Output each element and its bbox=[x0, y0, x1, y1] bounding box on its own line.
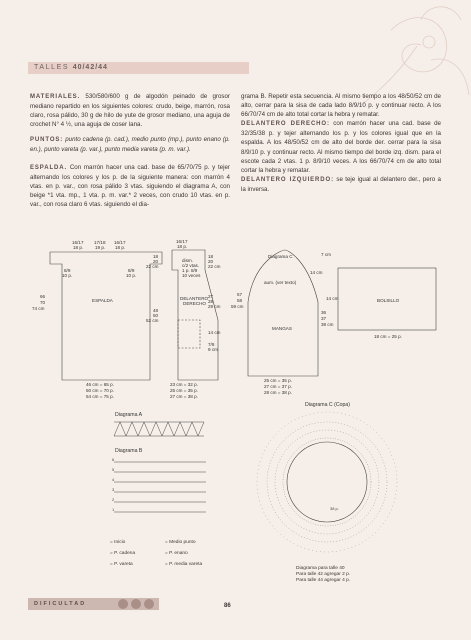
svg-text:1 p. 8/9: 1 p. 8/9 bbox=[182, 268, 198, 273]
puntos-heading: PUNTOS: bbox=[30, 137, 64, 144]
svg-text:50 cm = 70 p.: 50 cm = 70 p. bbox=[86, 388, 114, 393]
espalda-label: ESPALDA bbox=[92, 298, 113, 303]
svg-text:18: 18 bbox=[153, 254, 159, 259]
diagram-c bbox=[252, 408, 402, 560]
svg-text:27: 27 bbox=[208, 294, 214, 299]
svg-text:c/2 vtas.: c/2 vtas. bbox=[182, 263, 200, 268]
diagram-a-title: Diagrama A bbox=[115, 412, 143, 418]
difficulty-rating bbox=[116, 597, 156, 611]
svg-text:46 cm = 65 p.: 46 cm = 65 p. bbox=[86, 382, 114, 387]
diagram-c-note: Diagrama para talle 40 Para talle 42 agregar 2 p. Para talle 44 agregar 4 p. bbox=[296, 566, 351, 583]
legend-vareta: = P. vareta bbox=[110, 562, 133, 567]
svg-text:18 p.: 18 p. bbox=[115, 245, 126, 250]
svg-text:66: 66 bbox=[40, 294, 46, 299]
legend-cadena: = P. cadena bbox=[110, 551, 136, 556]
materiales-text: 530/580/600 g de algodón peinado de grosor mediano repartido en los siguientes colores: crudo, beige, marrón, rosa claro, rosa pálido, 30 g de hilo de yute de grosor mediano, una aguja de crochet N° 4 ½, una aguja de coser lana. bbox=[30, 93, 230, 129]
svg-text:38 cm: 38 cm bbox=[321, 322, 334, 327]
legend-enano: = P. enano bbox=[165, 551, 188, 556]
svg-text:4: 4 bbox=[112, 477, 115, 482]
svg-text:19 p.: 19 p. bbox=[95, 245, 106, 250]
text-column-right bbox=[241, 92, 441, 200]
svg-text:48: 48 bbox=[153, 308, 159, 313]
difficulty-label: DIFICULTAD bbox=[34, 601, 87, 607]
diagram-a bbox=[112, 418, 212, 440]
svg-text:20: 20 bbox=[153, 259, 159, 264]
delantero-der-heading: DELANTERO DERECHO: bbox=[241, 121, 330, 128]
svg-text:54 cm = 75 p.: 54 cm = 75 p. bbox=[86, 394, 114, 399]
svg-text:7 cm: 7 cm bbox=[321, 252, 331, 257]
svg-text:28 cm = 38 p.: 28 cm = 38 p. bbox=[264, 390, 292, 395]
svg-text:22 cm: 22 cm bbox=[146, 264, 159, 269]
svg-text:20: 20 bbox=[208, 259, 214, 264]
svg-text:29 cm: 29 cm bbox=[208, 304, 221, 309]
svg-text:1: 1 bbox=[112, 507, 115, 512]
svg-text:MANGAS: MANGAS bbox=[272, 326, 292, 331]
svg-text:27 cm = 37 p.: 27 cm = 37 p. bbox=[264, 384, 292, 389]
svg-text:7/8: 7/8 bbox=[208, 342, 215, 347]
svg-text:BOLSILLO: BOLSILLO bbox=[377, 298, 400, 303]
svg-text:14 cm: 14 cm bbox=[310, 270, 323, 275]
svg-text:25 cm = 35 p.: 25 cm = 35 p. bbox=[264, 378, 292, 383]
page-number: 86 bbox=[224, 603, 231, 609]
svg-text:23 cm = 32 p.: 23 cm = 32 p. bbox=[170, 382, 198, 387]
legend-media-vareta: = P. media vareta bbox=[165, 562, 203, 567]
puntos-text: punto cadena (p. cad.), medio punto (mp.), punto enano (p. en.), punto vareta (p. var.), punto media vareta (p. m. var.). bbox=[30, 136, 230, 154]
svg-text:58: 58 bbox=[237, 298, 243, 303]
diagram-c-start: 38 p. bbox=[330, 506, 339, 511]
svg-text:18 p.: 18 p. bbox=[177, 244, 188, 249]
svg-text:28: 28 bbox=[208, 299, 214, 304]
svg-text:17/18: 17/18 bbox=[94, 240, 106, 245]
svg-text:10 p.: 10 p. bbox=[62, 273, 73, 278]
delantero-izq-text: se teje igual al delantero der., pero a la inversa. bbox=[241, 175, 441, 193]
svg-text:aum. (ver texto): aum. (ver texto) bbox=[264, 280, 297, 285]
svg-text:DERECHO: DERECHO bbox=[183, 301, 206, 306]
svg-text:14 cm: 14 cm bbox=[208, 330, 221, 335]
svg-text:36: 36 bbox=[321, 310, 327, 315]
svg-text:59 cm: 59 cm bbox=[231, 304, 244, 309]
pocket-placement bbox=[178, 320, 200, 348]
svg-text:5: 5 bbox=[112, 467, 115, 472]
svg-text:16/17: 16/17 bbox=[114, 240, 126, 245]
diagram-b-title: Diagrama B bbox=[115, 448, 143, 454]
garment-schematics bbox=[0, 240, 471, 400]
svg-text:74 cm: 74 cm bbox=[32, 306, 45, 311]
legend-inicio: = Inicio bbox=[110, 540, 126, 545]
svg-text:10 p.: 10 p. bbox=[126, 273, 137, 278]
svg-text:50: 50 bbox=[153, 313, 159, 318]
legend-medio: = Medio punto bbox=[165, 540, 196, 545]
espalda-text: Con marrón hacer una cad. base de 65/70/75 p. y tejer alternando los colores y los p. de la siguiente manera: con marrón 4 vtas. en p. var., con rosa pálido 3 vtas. siguiendo el diagrama A, con beige *1 vta. mp., 1 vta. p. m. var.* 2 veces, con crudo 10 vtas. en p. var., con rosa claro 6 vtas. siguiendo el dia- bbox=[30, 163, 230, 208]
svg-text:57: 57 bbox=[237, 292, 243, 297]
svg-text:8/9: 8/9 bbox=[64, 268, 71, 273]
diagram-c-title: Diagrama C (Copa) bbox=[305, 402, 350, 408]
text-column-left bbox=[30, 92, 230, 215]
svg-text:10 veces: 10 veces bbox=[182, 273, 201, 278]
svg-text:9 cm: 9 cm bbox=[208, 347, 218, 352]
svg-text:6: 6 bbox=[112, 457, 115, 462]
espalda-text-cont: grama B. Repetir esta secuencia. Al mismo tiempo a los 48/50/52 cm de alto, cerrar para la sisa de cada lado 8/9/10 p. y continuar recto. A los 66/70/74 cm de alto total cortar la hebra y rematar. bbox=[241, 93, 441, 119]
svg-text:8/9: 8/9 bbox=[128, 268, 135, 273]
svg-text:18 cm = 25 p.: 18 cm = 25 p. bbox=[374, 334, 402, 339]
svg-text:Diagrama C: Diagrama C bbox=[268, 254, 293, 259]
espalda-heading: ESPALDA. bbox=[30, 164, 68, 171]
delantero-der-text: con marrón hacer una cad. base de 32/35/38 p. y tejer alternando los p. y los colores igual que en la espalda. A los 48/50/52 cm de alto del borde der. cerrar para la sisa 8/9/10 p. y continuar recto. Al mismo tiempo del borde izq. dism. para el escote cada 2 vtas. 1 p. 8/9/10 veces. A los 66/70/74 cm de alto total cortar la hebra y rematar. bbox=[241, 120, 441, 174]
svg-text:18: 18 bbox=[208, 254, 214, 259]
svg-text:52 cm: 52 cm bbox=[146, 318, 159, 323]
svg-text:16/17: 16/17 bbox=[176, 240, 188, 244]
svg-text:DELANTERO: DELANTERO bbox=[180, 296, 209, 301]
svg-text:37: 37 bbox=[321, 316, 327, 321]
delantero-izq-heading: DELANTERO IZQUIERDO: bbox=[241, 176, 334, 183]
svg-text:70: 70 bbox=[40, 300, 46, 305]
manga-shape bbox=[248, 250, 318, 376]
materiales-heading: MATERIALES. bbox=[30, 94, 81, 100]
svg-text:25 cm = 35 p.: 25 cm = 35 p. bbox=[170, 388, 198, 393]
svg-text:2: 2 bbox=[112, 497, 115, 502]
diagram-b bbox=[112, 456, 212, 516]
svg-text:16/17: 16/17 bbox=[72, 240, 84, 245]
svg-text:3: 3 bbox=[112, 487, 115, 492]
svg-text:dism.: dism. bbox=[182, 258, 193, 263]
svg-text:27 cm = 38 p.: 27 cm = 38 p. bbox=[170, 394, 198, 399]
sizes-heading: TALLES 40/42/44 bbox=[34, 64, 108, 71]
svg-text:18 p.: 18 p. bbox=[73, 245, 84, 250]
svg-text:14 cm: 14 cm bbox=[326, 296, 339, 301]
svg-text:22 cm: 22 cm bbox=[208, 264, 221, 269]
